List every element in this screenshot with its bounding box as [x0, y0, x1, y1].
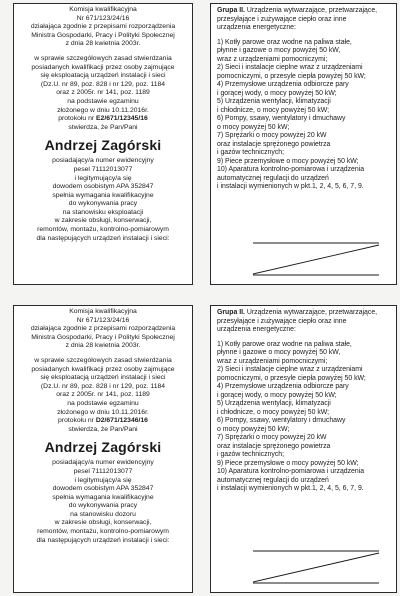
holder-name: Andrzej Zagórski: [44, 439, 162, 456]
list-item: i gorącej wody, o mocy powyżej 50 kW;: [217, 89, 337, 97]
list-item: 10) Aparatura kontrolno-pomiarowa i urządzenia: [217, 468, 365, 475]
pesel-line: pesel 71112013077: [73, 467, 133, 475]
list-item: oraz instalacje sprężonego powietrza: [217, 442, 331, 450]
position-line: na stanowisku eksploatacji: [62, 208, 144, 216]
list-item: 6) Pompy, ssawy, wentylatory i dmuchawy: [217, 417, 346, 424]
list-item: o mocy powyżej 50 kW;: [217, 425, 290, 433]
list-item: wraz z urządzeniami pomocniczymi;: [217, 55, 328, 63]
text-line: posiadanych kwalifikacji przez osoby zajmujące: [31, 365, 175, 373]
text-line: urządzenia energetyczne:: [217, 326, 296, 333]
list-item: 5) Urządzenia wentylacji, klimatyzacji: [217, 400, 331, 407]
list-item: 9) Piece przemysłowe o mocy powyżej 50 kW;: [217, 459, 359, 467]
list-item: 4) Przemysłowe urządzenia odbiorcze pary: [217, 383, 349, 390]
text-line: do wykonywania pracy: [68, 502, 138, 510]
text-line: się eksploatacją urządzeń instalacji i sieci: [40, 72, 166, 80]
list-item: płynne i gazowe o mocy powyżej 50 kW,: [217, 349, 341, 356]
list-item: i chłodnicze, o mocy powyżej 50 kW;: [217, 106, 330, 114]
group-heading-line: [217, 7, 391, 16]
list-item: o mocy powyżej 50 kW;: [217, 123, 290, 131]
text-line: dla następujących urządzeń instalacji i sieci:: [36, 234, 170, 242]
text-line: oraz z 2005r. nr 141, poz. 1189: [56, 391, 150, 399]
protocol-line: [18, 417, 188, 426]
protocol-line: [18, 115, 188, 124]
protocol-number: E2/671/12345/16: [96, 115, 148, 123]
text-line: remontów, montażu, kontrolno-pomiarowym: [37, 528, 169, 536]
text-line: Urządzenia wytwarzające, przetwarzające,: [244, 7, 378, 14]
list-item: 5) Urządzenia wentylacji, klimatyzacji: [217, 98, 331, 105]
certificate-front-bottom: [13, 305, 193, 593]
text-line: przesyłające i zużywające ciepło oraz inne: [217, 317, 347, 325]
commission-number: Nr 671/123/24/16: [76, 316, 130, 324]
text-line: remontów, montażu, kontrolno-pomiarowym: [37, 226, 169, 234]
list-item: 7) Sprężarki o mocy powyżej 20 kW: [217, 132, 327, 139]
list-item: i instalacji wymienionych w pkt.1, 2, 4, 5, 6, 7, 9.: [217, 183, 364, 190]
certificate-front-top: [13, 3, 193, 285]
protocol-label: protokołu nr: [58, 417, 96, 425]
text-line: w zakresie obsługi, konserwacji,: [54, 217, 152, 225]
holder-name: Andrzej Zagórski: [44, 137, 162, 154]
cancel-strike-mark: [251, 548, 381, 586]
id-document-line: dowodem osobistym APA 352847: [52, 485, 154, 493]
list-item: 9) Piece przemysłowe o mocy powyżej 50 kW;: [217, 157, 359, 165]
list-item: automatycznej regulacji do urządzeń: [217, 174, 329, 182]
list-item: pomocniczymi, o przesyle ciepła powyżej 50 kW;: [217, 374, 366, 382]
text-line: oraz z 2005r. nr 141, poz. 1189: [56, 89, 150, 97]
text-line: na podstawie egzaminu: [67, 399, 139, 407]
text-line: na podstawie egzaminu: [67, 97, 139, 105]
group-heading-line: [217, 309, 391, 318]
text-line: stwierdza, że Pan/Pani: [68, 425, 138, 433]
text-line: Urządzenia wytwarzające, przetwarzające,: [244, 309, 378, 316]
text-line: (Dz.U. nr 89, poz. 828 i nr 129, poz. 1184: [40, 80, 166, 88]
text-line: z dnia 28 kwietnia 2003r.: [65, 40, 141, 48]
list-item: 6) Pompy, ssawy, wentylatory i dmuchawy: [217, 115, 346, 122]
text-line: przesyłające i zużywające ciepło oraz inne: [217, 15, 347, 23]
text-line: działająca zgodnie z przepisami rozporządzenia: [30, 325, 176, 333]
text-line: do wykonywania pracy: [68, 200, 138, 208]
list-item: 10) Aparatura kontrolno-pomiarowa i urządzenia: [217, 166, 365, 173]
pesel-line: pesel 71112013077: [73, 165, 133, 173]
text-line: posiadający/a numer ewidencyjny: [52, 157, 154, 165]
list-item: 2) Sieci i instalacje cieplne wraz z urządzeniami: [217, 64, 363, 71]
text-line: (Dz.U. nr 89, poz. 828 i nr 129, poz. 1184: [40, 382, 166, 390]
text-line: złożonego w dniu 10.11.2016r.: [57, 408, 149, 416]
text-line: i legitymujący/a się: [74, 174, 132, 182]
text-line: i legitymujący/a się: [74, 476, 132, 484]
text-line: w sprawie szczegółowych zasad stwierdzania: [34, 356, 172, 364]
list-item: 1) Kotły parowe oraz wodne na paliwa stałe,: [217, 340, 352, 348]
text-line: posiadanych kwalifikacji przez osoby zajmujące: [31, 63, 175, 71]
text-line: posiadający/a numer ewidencyjny: [52, 459, 154, 467]
list-item: i gazów technicznych;: [217, 451, 285, 458]
list-item: oraz instalacje sprężonego powietrza: [217, 140, 331, 148]
protocol-number: D2/671/12346/16: [95, 417, 148, 425]
text-line: w sprawie szczegółowych zasad stwierdzania: [34, 54, 172, 62]
commission-title: Komisja kwalifikacyjna: [69, 308, 137, 315]
list-item: i gazów technicznych;: [217, 149, 285, 156]
list-item: płynne i gazowe o mocy powyżej 50 kW,: [217, 47, 341, 54]
list-item: i instalacji wymienionych w pkt.1, 2, 4, 5, 6, 7, 9.: [217, 485, 364, 492]
text-line: złożonego w dniu 10.11.2016r.: [57, 106, 149, 114]
text-line: spełnia wymagania kwalifikacyjne: [52, 191, 154, 199]
certificate-back-top: [210, 3, 397, 285]
text-line: urządzenia energetyczne:: [217, 24, 296, 31]
text-line: dla następujących urządzeń instalacji i sieci:: [36, 536, 170, 544]
text-line: Ministra Gospodarki, Pracy i Polityki Społecznej: [31, 333, 175, 341]
cancel-strike-mark: [251, 240, 381, 278]
list-item: 1) Kotły parowe oraz wodne na paliwa stałe,: [217, 38, 352, 46]
list-item: pomocniczymi, o przesyle ciepła powyżej 50 kW;: [217, 72, 366, 80]
text-line: się eksploatacją urządzeń instalacji i sieci: [40, 374, 166, 382]
text-line: spełnia wymagania kwalifikacyjne: [52, 493, 154, 501]
text-line: w zakresie obsługi, konserwacji,: [54, 519, 152, 527]
id-document-line: dowodem osobistym APA 352847: [52, 183, 154, 191]
text-line: Ministra Gospodarki, Pracy i Polityki Społecznej: [31, 31, 175, 39]
list-item: i gorącej wody, o mocy powyżej 50 kW;: [217, 391, 337, 399]
group-heading: Grupa II.: [217, 7, 245, 14]
position-line: na stanowisku dozoru: [70, 510, 136, 518]
list-item: wraz z urządzeniami pomocniczymi;: [217, 357, 328, 365]
commission-title: Komisja kwalifikacyjna: [69, 6, 137, 13]
group-heading: Grupa II.: [217, 309, 245, 316]
list-item: 4) Przemysłowe urządzenia odbiorcze pary: [217, 81, 349, 88]
text-line: stwierdza, że Pan/Pani: [68, 123, 138, 131]
list-item: 2) Sieci i instalacje cieplne wraz z urządzeniami: [217, 366, 363, 373]
protocol-label: protokołu nr: [58, 115, 96, 123]
list-item: 7) Sprężarki o mocy powyżej 20 kW: [217, 434, 327, 441]
text-line: z dnia 28 kwietnia 2003r.: [65, 342, 141, 350]
certificate-back-bottom: [210, 305, 397, 593]
commission-number: Nr 671/123/24/16: [76, 14, 130, 22]
list-item: i chłodnicze, o mocy powyżej 50 kW;: [217, 408, 330, 416]
text-line: działająca zgodnie z przepisami rozporządzenia: [30, 23, 176, 31]
list-item: automatycznej regulacji do urządzeń: [217, 476, 329, 484]
